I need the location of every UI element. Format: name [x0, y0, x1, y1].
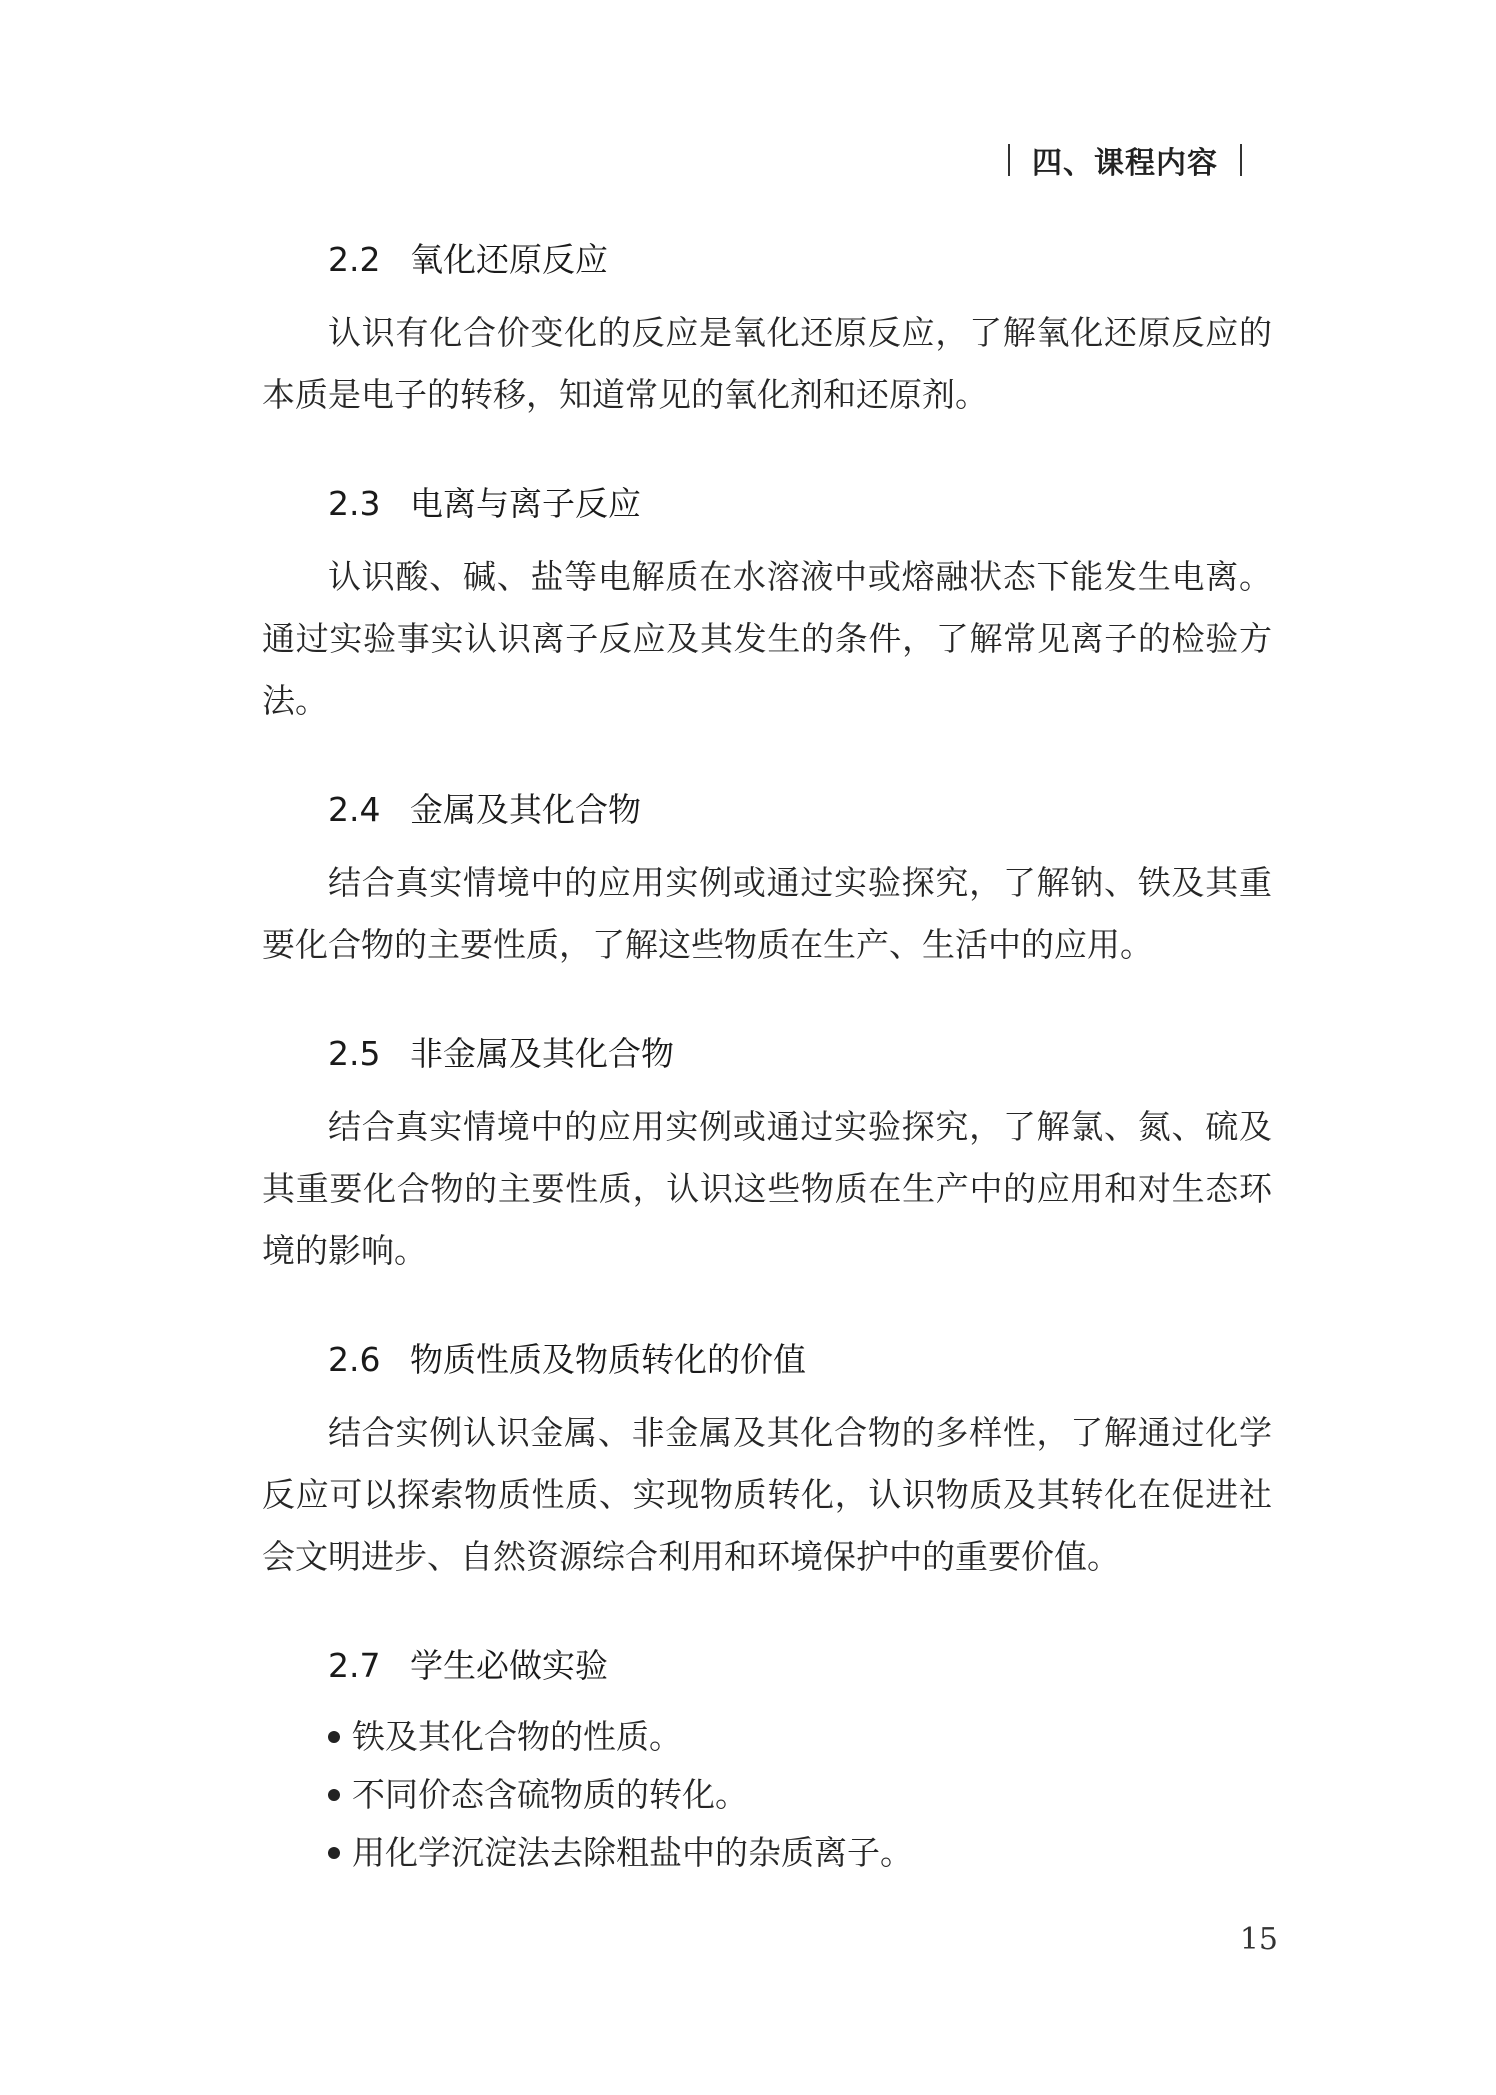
section-2-7 [262, 1646, 1272, 1882]
section-paragraph: 结合真实情境中的应用实例或通过实验探究，了解氯、氮、硫及其重要化合物的主要性质，认识这些物质在生产中的应用和对生态环境的影响。 [262, 1107, 1272, 1270]
section-number: 2.3 [328, 484, 381, 523]
main-content [262, 240, 1272, 1940]
list-item-text: 铁及其化合物的性质。 [352, 1717, 682, 1756]
section-heading [328, 240, 1272, 280]
section-2-3 [262, 484, 1272, 732]
section-number: 2.6 [328, 1340, 381, 1379]
section-number: 2.2 [328, 240, 381, 279]
bullet-icon [328, 1731, 340, 1743]
section-heading [328, 790, 1272, 830]
header-divider-left [1008, 144, 1010, 176]
bullet-icon [328, 1789, 340, 1801]
section-heading [328, 1034, 1272, 1074]
section-2-2 [262, 240, 1272, 426]
running-header-title: 四、课程内容 [1032, 146, 1218, 181]
section-paragraph: 认识酸、碱、盐等电解质在水溶液中或熔融状态下能发生电离。通过实验事实认识离子反应及其发生的条件，了解常见离子的检验方法。 [262, 557, 1272, 720]
section-2-6 [262, 1340, 1272, 1588]
section-number: 2.4 [328, 790, 381, 829]
page-number: 15 [1239, 1922, 1278, 1957]
section-title: 金属及其化合物 [410, 790, 641, 829]
section-heading [328, 1340, 1272, 1380]
section-title: 学生必做实验 [410, 1646, 608, 1685]
section-number: 2.7 [328, 1646, 381, 1685]
list-item [328, 1708, 1272, 1766]
bullet-icon [328, 1847, 340, 1859]
section-title: 非金属及其化合物 [410, 1034, 674, 1073]
running-header [986, 138, 1264, 182]
section-heading [328, 484, 1272, 524]
section-paragraph: 结合实例认识金属、非金属及其化合物的多样性，了解通过化学反应可以探索物质性质、实现物质转化，认识物质及其转化在促进社会文明进步、自然资源综合利用和环境保护中的重要价值。 [262, 1413, 1272, 1576]
section-title: 电离与离子反应 [410, 484, 641, 523]
header-divider-right [1240, 144, 1242, 176]
section-paragraph: 认识有化合价变化的反应是氧化还原反应，了解氧化还原反应的本质是电子的转移，知道常见的氧化剂和还原剂。 [262, 313, 1272, 414]
experiment-list [262, 1708, 1272, 1882]
section-title: 氧化还原反应 [410, 240, 608, 279]
list-item-text: 用化学沉淀法去除粗盐中的杂质离子。 [352, 1833, 913, 1872]
section-2-5 [262, 1034, 1272, 1282]
list-item [328, 1824, 1272, 1882]
section-2-4 [262, 790, 1272, 976]
list-item [328, 1766, 1272, 1824]
section-heading [328, 1646, 1272, 1686]
section-paragraph: 结合真实情境中的应用实例或通过实验探究，了解钠、铁及其重要化合物的主要性质，了解这些物质在生产、生活中的应用。 [262, 863, 1272, 964]
list-item-text: 不同价态含硫物质的转化。 [352, 1775, 748, 1814]
section-number: 2.5 [328, 1034, 381, 1073]
section-title: 物质性质及物质转化的价值 [410, 1340, 806, 1379]
